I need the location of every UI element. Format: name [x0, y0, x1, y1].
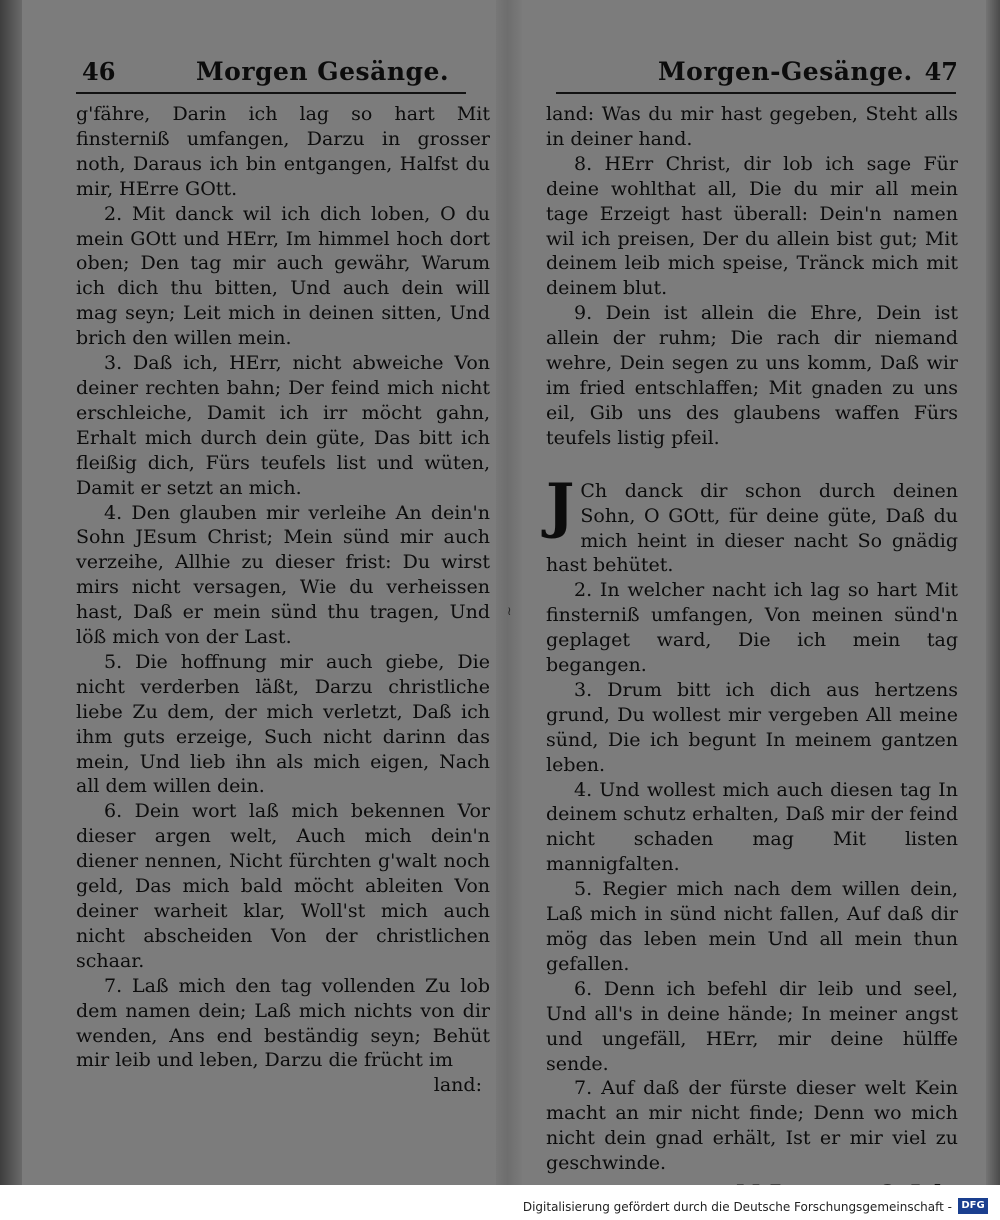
left-running-head: Morgen Gesänge. [196, 57, 450, 86]
right-page-number: 47 [924, 57, 958, 86]
verse-4: 4. Den glauben mir verleihe An dein'n Sohn JEsum Christ; Mein sünd mir auch verzeihe, Allhie zu dieser frist: Du wirst mirs nicht versagen, Wie du verheissen hast, Daß er mein sünd thu tragen, Und löß mich von der Last. [76, 501, 490, 649]
verse-3: 3. Daß ich, HErr, nicht abweiche Von deiner rechten bahn; Der feind mich nicht erschleiche, Damit ich irr möcht gahn, Erhalt mich durch dein güte, Das bitt ich fleißig dich, Fürs teufels list und wüten, Damit er setzt an mich. [76, 352, 490, 499]
hymn-2-verse-5: 5. Regier mich nach dem willen dein, Laß mich in sünd nicht fallen, Auf daß dir mög das leben mein Und all mein thun gefallen. [546, 878, 958, 975]
right-page-header [546, 55, 958, 89]
verse-9: 9. Dein ist allein die Ehre, Dein ist allein der ruhm; Die rach dir niemand wehre, Dein segen zu uns komm, Daß wir im fried entschlaffen; Mit gnaden zu uns eil, Gib uns des glaubens waffen Fürs teufels listig pfeil. [546, 302, 958, 449]
right-page-text [546, 102, 958, 1207]
hymn-2-verse-1 [546, 470, 958, 579]
verse-5: 5. Die hoffnung mir auch giebe, Die nicht verderben läßt, Darzu christliche liebe Zu dem, der mich verletzt, Daß ich ihm guts erzeige, Such nicht darinn das mein, Und lieb ihn als mich eigen, Nach all dem willen dein. [76, 650, 490, 798]
hymn-2-verse-2: 2. In welcher nacht ich lag so hart Mit finsterniß umfangen, Von meinen sünd'n geplaget ward, Die ich mein tag begangen. [546, 579, 958, 677]
left-page-number: 46 [82, 57, 116, 86]
hymn-2-verse-3: 3. Drum bitt ich dich aus hertzens grund, Du wollest mir vergeben All meine sünd, Die ich begunt In meinem gantzen leben. [546, 678, 958, 776]
left-page-edge [0, 0, 22, 1185]
verse-6: 6. Dein wort laß mich bekennen Vor dieser argen welt, Auch mich dein'n diener nennen, Nicht fürchten g'walt noch geld, Das mich bald möcht ableiten Von deiner warheit klar, Woll'st mich auch nicht abscheiden Von der christlichen schaar. [76, 800, 490, 972]
left-page-header [76, 55, 490, 89]
right-page [546, 55, 958, 1207]
hymn-2-verse-4: 4. Und wollest mich auch diesen tag In deinem schutz erhalten, Daß mir der feind nicht schaden mag Mit listen mannigfalten. [546, 778, 958, 876]
verse-2: 2. Mit danck wil ich dich loben, O du mein GOtt und HErr, Im himmel hoch dort oben; Den tag mir auch gewähr, Warum ich dich thu bitten, Und auch dein will mag seyn; Leit mich in deinen sitten, Und brich den willen mein. [76, 202, 490, 350]
drop-cap: J [546, 470, 575, 541]
left-page [76, 55, 490, 1098]
right-header-rule [556, 92, 956, 94]
verse-7: 7. Laß mich den tag vollenden Zu lob dem namen dein; Laß mich nichts von dir wenden, Ans end beständig seyn; Behüt mir leib und leben, Darzu die frücht im [76, 974, 490, 1072]
left-header-rule [76, 92, 466, 94]
hymn-2-verse-6: 6. Denn ich befehl dir leib und seel, Und all's in deine hände; In meiner angst und ungefäll, HErr, mir deine hülffe sende. [546, 977, 958, 1075]
hymn-2-verse-7: 7. Auf daß der fürste dieser welt Kein macht an mir nicht finde; Denn wo mich nicht dein gnad erhält, Ist er mir viel zu geschwinde. [546, 1077, 958, 1175]
right-running-head: Morgen-Gesänge. [658, 57, 913, 86]
verse-7-continuation: land: Was du mir hast gegeben, Steht alls in deiner hand. [546, 103, 958, 150]
right-page-edge [986, 0, 1000, 1185]
left-page-text [76, 102, 490, 1098]
digitization-credit: Digitalisierung gefördert durch die Deutsche Forschungsgemeinschaft - [522, 1200, 952, 1214]
dfg-logo: DFG [958, 1198, 988, 1214]
book-gutter [496, 0, 522, 1185]
verse-8: 8. HErr Christ, dir lob ich sage Für deine wohlthat all, Die du mir all mein tage Erzeigt hast überall: Dein'n namen wil ich preisen, Der du allein bist gut; Mit deinem leib mich speise, Tränck mich mit deinem blut. [546, 152, 958, 300]
verse-continuation: g'fähre, Darin ich lag so hart Mit finsterniß umfangen, Darzu in grosser noth, Daraus ich bin entgangen, Halfst du mir, HErre GOtt. [76, 103, 490, 200]
gutter-mark: ≀ [507, 604, 512, 618]
left-catchword: land: [433, 1074, 482, 1097]
hymn-2-verse-1-text: Ch danck dir schon durch deinen Sohn, O GOtt, für deine güte, Daß du mich heint in dieser nacht So gnädig hast behütet. [546, 479, 958, 577]
